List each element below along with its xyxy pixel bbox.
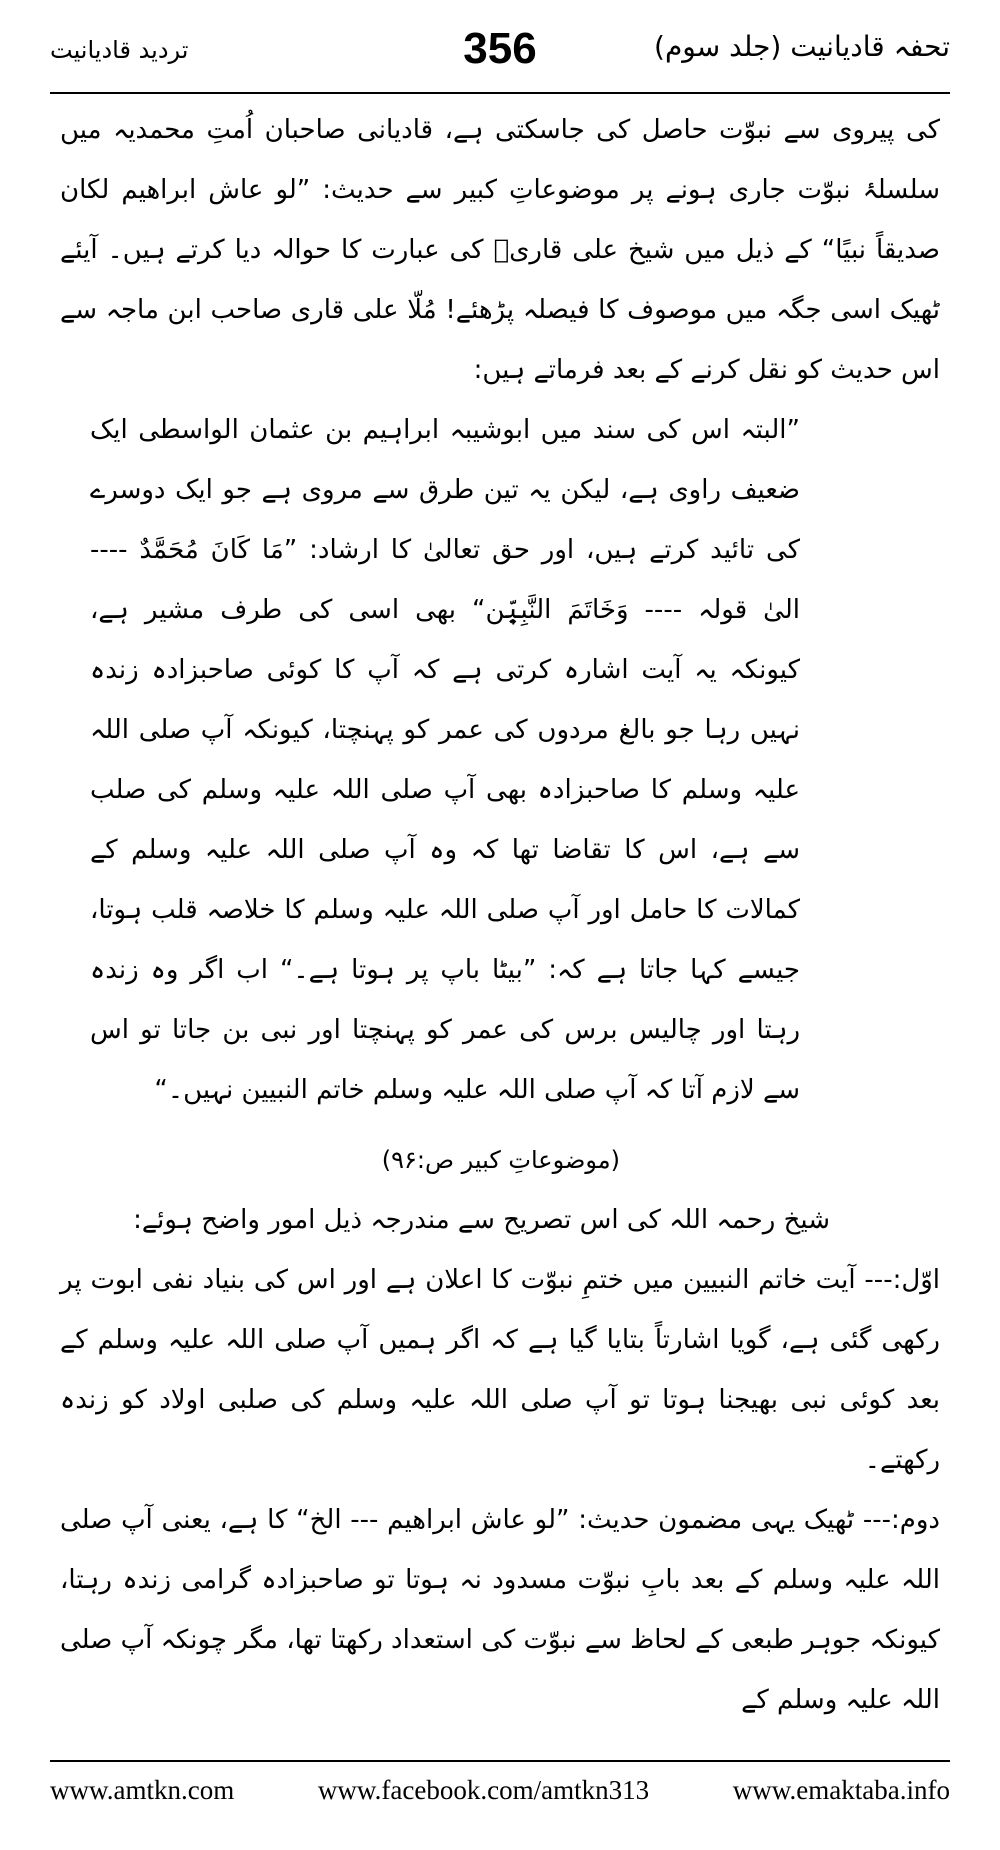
footer-rule [50,1760,950,1762]
page-number: 356 [463,24,537,73]
book-title: تحفہ قادیانیت (جلد سوم) [654,30,950,63]
paragraph-first-point: اوّل:--- آیت خاتم النبیین میں ختمِ نبوّت کا اعلان ہے اور اس کی بنیاد نفی ابوت پر رکھی گئی ہے، گویا اشارتاً بتایا گیا ہے کہ اگر ہمیں آپ صلی اللہ علیہ وسلم کے بعد کوئی نبی بھیجنا ہوتا تو آپ صلی اللہ علیہ وسلم کی صلبی اولاد کو زندہ رکھتے۔ [60,1265,940,1475]
paragraph-summary: شیخ رحمہ اللہ کی اس تصریح سے مندرجہ ذیل امور واضح ہوئے: [133,1205,830,1235]
page-content [60,100,940,1750]
page-header [50,24,950,84]
footer-link-amtkn[interactable]: www.amtkn.com [50,1774,235,1805]
quote-citation: (موضوعاتِ کبیر ص:۹۶) [381,1146,620,1174]
header-rule [50,92,950,94]
footer-link-facebook[interactable]: www.facebook.com/amtkn313 [317,1774,650,1805]
section-title: تردید قادیانیت [50,36,189,64]
paragraph-second-point: دوم:--- ٹھیک یہی مضمون حدیث: ”لو عاش ابراھیم --- الخ“ کا ہے، یعنی آپ صلی اللہ علیہ وسلم کے بعد بابِ نبوّت مسدود نہ ہوتا تو صاحبزادہ گرامی زندہ رہتا، کیونکہ جوہر طبعی کے لحاظ سے نبوّت کی استعداد رکھتا تھا، مگر چونکہ آپ صلی اللہ علیہ وسلم کے [60,1505,940,1715]
paragraph-intro: کی پیروی سے نبوّت حاصل کی جاسکتی ہے، قادیانی صاحبان اُمتِ محمدیہ میں سلسلۂ نبوّت جاری ہونے پر موضوعاتِ کبیر سے حدیث: ”لو عاش ابراھیم لکان صدیقاً نبیًا“ کے ذیل میں شیخ علی قاریؒ کی عبارت کا حوالہ دیا کرتے ہیں۔ آیئے ٹھیک اسی جگہ میں موصوف کا فیصلہ پڑھئے! مُلّا علی قاری صاحب ابن ماجہ سے اس حدیث کو نقل کرنے کے بعد فرماتے ہیں: [60,115,940,385]
block-quote: ”البتہ اس کی سند میں ابوشیبہ ابراہیم بن عثمان الواسطی ایک ضعیف راوی ہے، لیکن یہ تین طرق سے مروی ہے جو ایک دوسرے کی تائید کرتے ہیں، اور حق تعالیٰ کا ارشاد: ”مَا کَانَ مُحَمَّدٌ ---- الیٰ قولہ ---- وَخَاتَمَ النَّبِیّٖن“ بھی اسی کی طرف مشیر ہے، کیونکہ یہ آیت اشارہ کرتی ہے کہ آپ کا کوئی صاحبزادہ زندہ نہیں رہا جو بالغ مردوں کی عمر کو پہنچتا، کیونکہ آپ صلی اللہ علیہ وسلم کا صاحبزادہ بھی آپ صلی اللہ علیہ وسلم کی صلب سے ہے، اس کا تقاضا تھا کہ وہ آپ صلی اللہ علیہ وسلم کے کمالات کا حامل اور آپ صلی اللہ علیہ وسلم کا خلاصہ قلب ہوتا، جیسے کہا جاتا ہے کہ: ”بیٹا باپ پر ہوتا ہے۔“ اب اگر وہ زندہ رہتا اور چالیس برس کی عمر کو پہنچتا اور نبی بن جاتا تو اس سے لازم آتا کہ آپ صلی اللہ علیہ وسلم خاتم النبیین نہیں۔“ [90,415,800,1105]
page-footer [50,1770,950,1810]
footer-link-emaktaba[interactable]: www.emaktaba.info [732,1774,950,1805]
